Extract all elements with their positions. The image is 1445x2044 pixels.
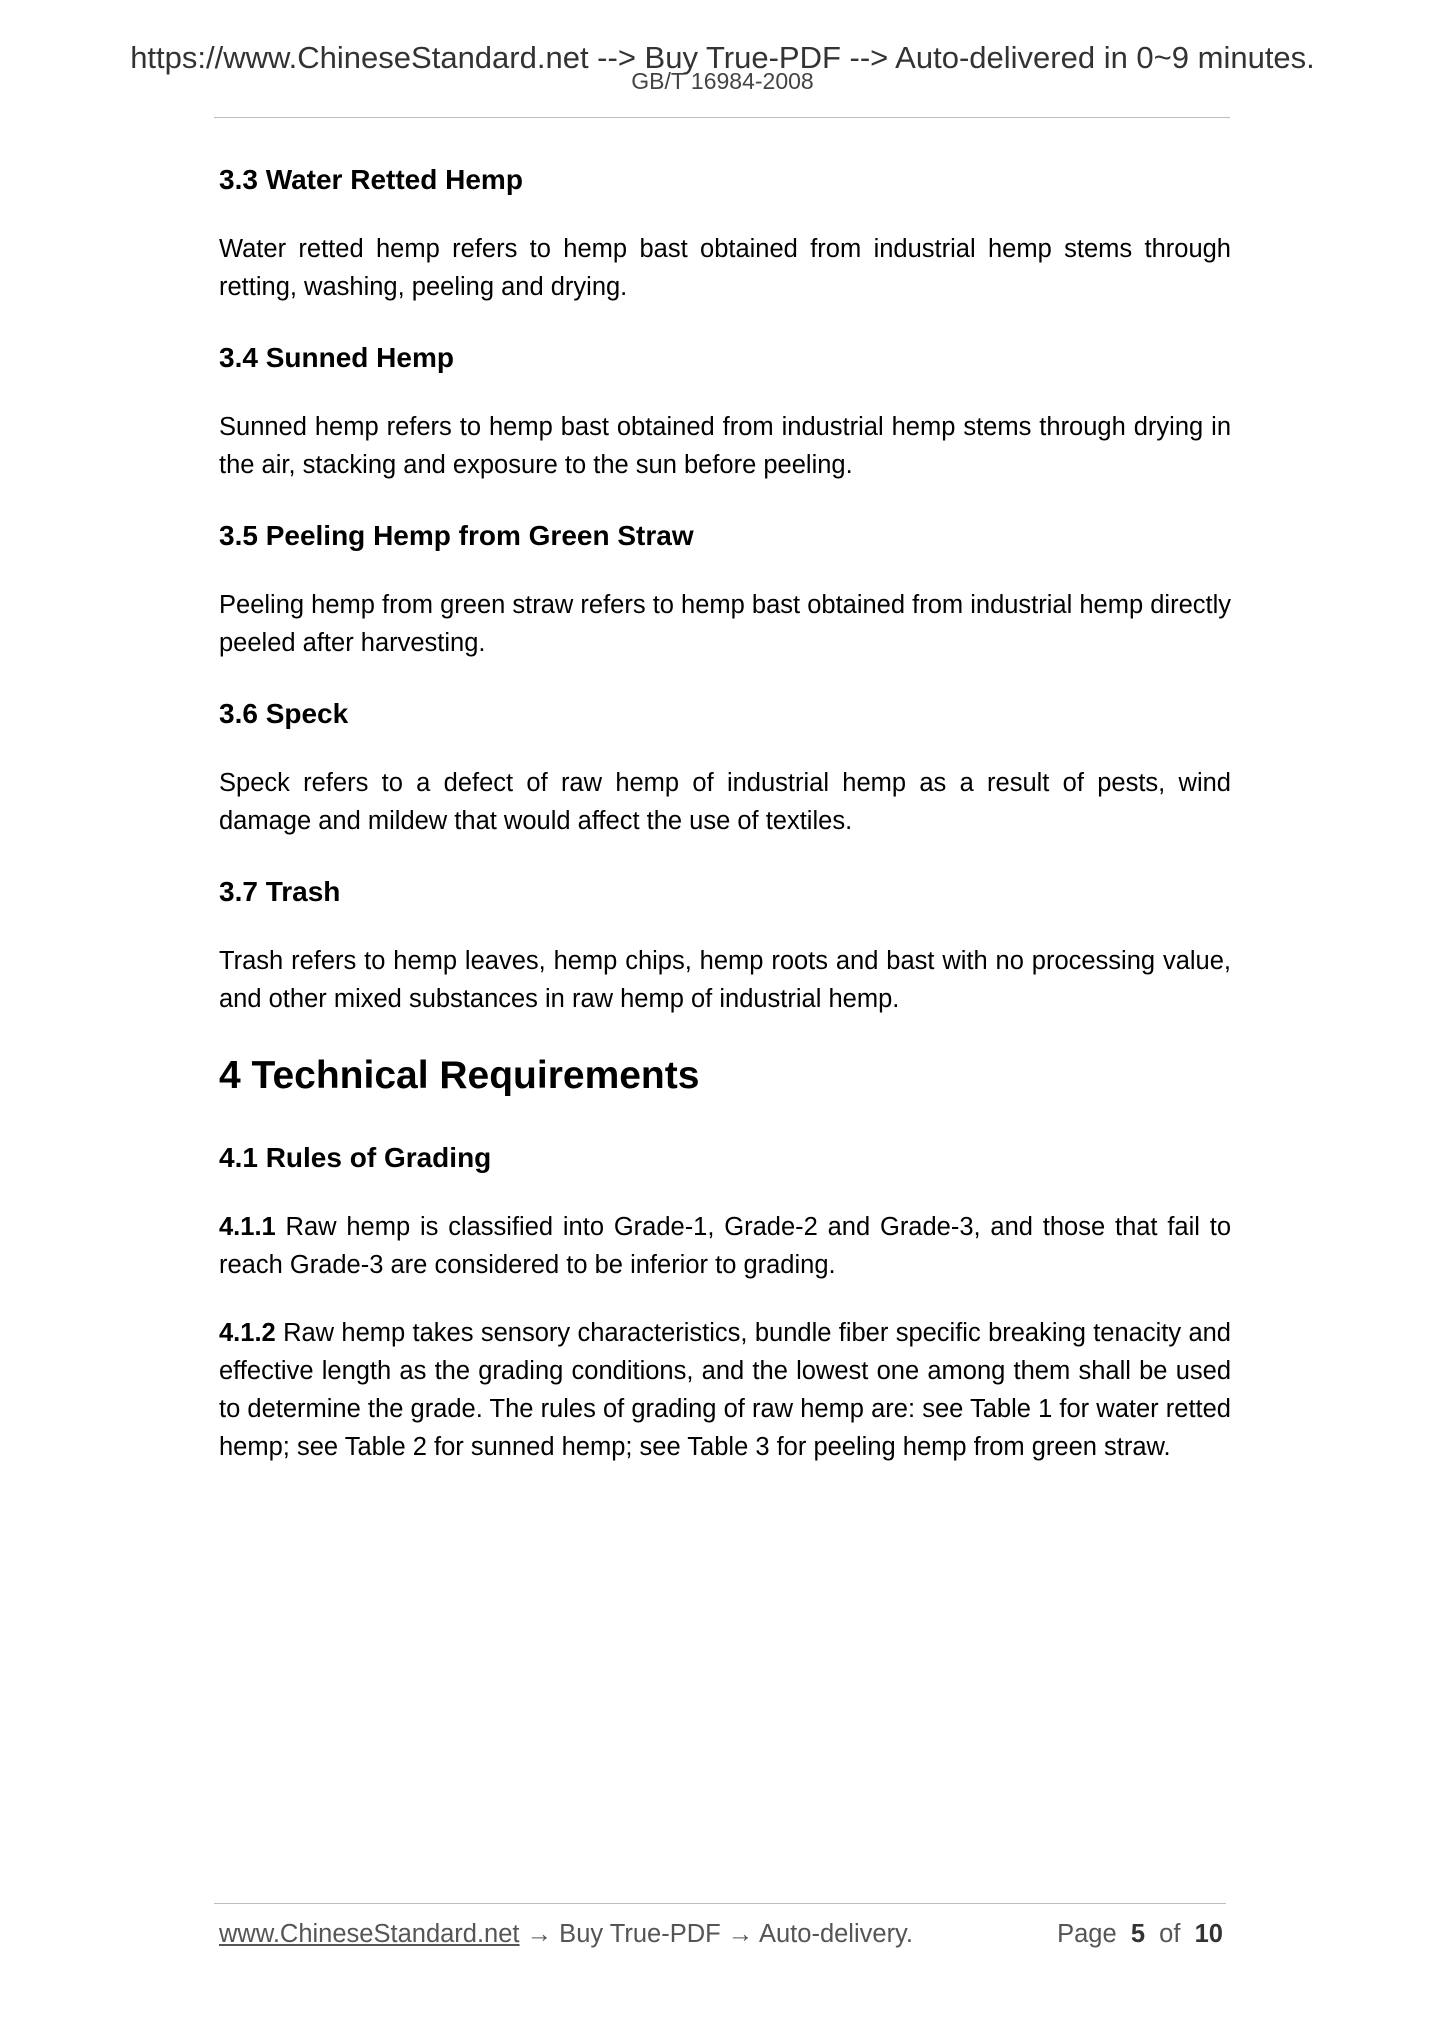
section-3-3-heading: 3.3 Water Retted Hemp [219,164,523,195]
page-current: 5 [1130,1920,1145,1948]
section-3-4-heading: 3.4 Sunned Hemp [219,342,454,373]
section-3-7-heading: 3.7 Trash [219,876,341,907]
source-banner: https://www.ChineseStandard.net --> Buy True-PDF --> Auto-delivered in 0~9 minutes. [130,40,1315,75]
page-of-label: of [1159,1920,1181,1948]
section-3-5-heading: 3.5 Peeling Hemp from Green Straw [219,520,694,551]
section-3-4-text: Sunned hemp refers to hemp bast obtained from industrial hemp stems through drying in the air, stacking and exposure to the sun before peeling. [219,413,1231,479]
document-body [219,158,1231,1496]
clause-4-1-2-text: Raw hemp takes sensory characteristics, bundle fiber specific breaking tenacity and effective length as the grading conditions, and the lowest one among them shall be used to determine the grade. The rules of grading of raw hemp are: see Table 1 for water retted hemp; see Table 2 for sunned hemp; see Table 3 for peeling hemp from green straw. [219,1319,1231,1461]
section-3-6-text: Speck refers to a defect of raw hemp of industrial hemp as a result of pests, wind damage and mildew that would affect the use of textiles. [219,769,1231,835]
page-indicator [1057,1920,1223,1949]
page-total: 10 [1194,1920,1223,1948]
footer-tagline: → Buy True-PDF → Auto-delivery. [519,1920,913,1948]
standard-code: GB/T 16984-2008 [631,68,814,94]
website-link[interactable]: www.ChineseStandard.net [219,1920,520,1948]
footer-divider [214,1903,1226,1904]
section-3-7-text: Trash refers to hemp leaves, hemp chips, hemp roots and bast with no processing value, and other mixed substances in raw hemp of industrial hemp. [219,947,1231,1013]
section-4-heading: 4 Technical Requirements [219,1054,700,1097]
page-label: Page [1057,1920,1117,1948]
clause-4-1-2-number: 4.1.2 [219,1319,276,1347]
section-4-1-heading: 4.1 Rules of Grading [219,1142,492,1173]
clause-4-1-1-text: Raw hemp is classified into Grade-1, Grade-2 and Grade-3, and those that fail to reach Grade-3 are considered to be inferior to grading. [219,1213,1232,1279]
section-3-6-heading: 3.6 Speck [219,698,349,729]
clause-4-1-1 [219,1208,1231,1284]
clause-4-1-1-number: 4.1.1 [219,1213,276,1241]
header-divider [214,117,1230,118]
section-3-5-text: Peeling hemp from green straw refers to hemp bast obtained from industrial hemp directly peeled after harvesting. [219,591,1231,657]
section-3-3-text: Water retted hemp refers to hemp bast obtained from industrial hemp stems through retting, washing, peeling and drying. [219,235,1231,301]
clause-4-1-2 [219,1314,1231,1466]
footer-promo [219,1920,913,1949]
